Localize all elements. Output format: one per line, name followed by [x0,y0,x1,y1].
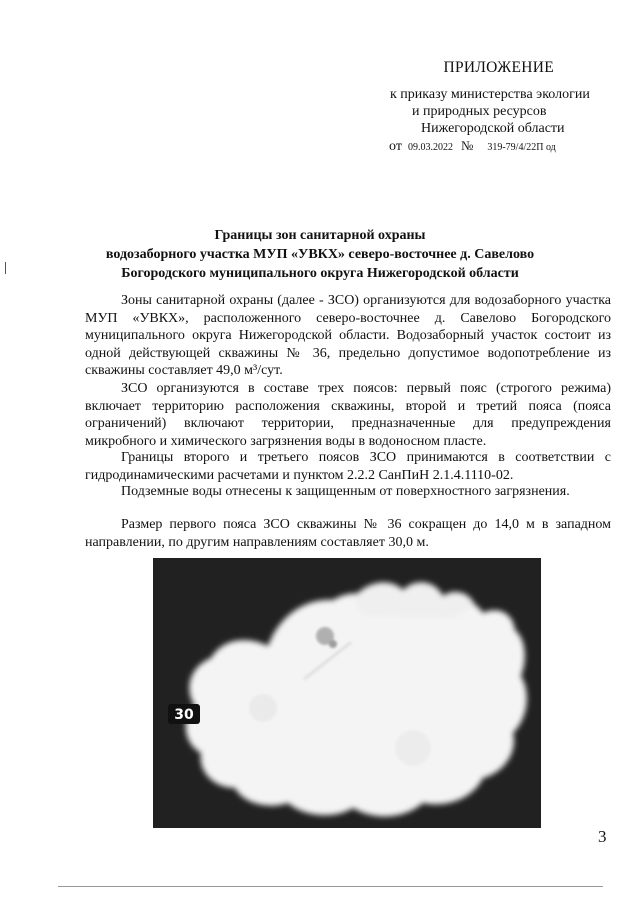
well-number-marker [168,704,200,724]
title-line-2: водозаборного участка МУП «УВКХ» северо-восточнее д. Савелово [105,247,535,262]
satellite-photo-graphic [153,558,541,828]
ministry-name-line: и природных ресурсов [412,104,547,119]
title-line-3: Богородского муниципального округа Нижегородской области [121,266,519,281]
title-line-1: Границы зон санитарной охраны [214,228,426,243]
satellite-photo [153,558,541,828]
paragraph-zso-boundaries: Границы второго и третьего поясов ЗСО принимаются в соответствии с гидродинамическими расчетами и пунктом 2.2.2 СанПиН 2.1.4.1110-02. [85,450,611,483]
order-date-row [389,139,556,154]
appendix-title: ПРИЛОЖЕНИЕ [443,59,554,76]
order-number: 319-79/4/22П од [487,142,556,153]
page-number: 3 [598,827,607,846]
number-sign: № [460,138,474,153]
order-reference-line: к приказу министерства экологии [390,87,590,102]
bottom-rule [58,886,603,887]
margin-mark [5,262,6,274]
region-name-line: Нижегородской области [421,121,565,136]
paragraph-first-belt-size: Размер первого пояса ЗСО скважины № 36 сокращен до 14,0 м в западном направлении, по другим направлениям составляет 30,0 м. [85,517,611,550]
paragraph-zso-purpose: Зоны санитарной охраны (далее - ЗСО) организуются для водозаборного участка МУП «УВКХ», расположенного северо-восточнее д. Савелово Богородского муниципального округа Нижегородской области. Водозаборный участок состоит из одной действующей скважины № 36, предельно допустимое водопотребление из скважины составляет 49,0 м³/сут. [85,293,611,378]
paragraph-groundwater: Подземные воды отнесены к защищенным от поверхностного загрязнения. [121,484,570,499]
document-title [100,226,540,283]
order-date: 09.03.2022 [407,142,453,153]
well-number-label: 30 [174,707,194,723]
date-prefix: от [389,139,402,154]
paragraph-zso-belts: ЗСО организуются в составе трех поясов: первый пояс (строгого режима) включает территорию расположения скважины, второй и третий пояса (пояса ограничений) включают территории, предназначенные для предупреждения микробного и химического загрязнения воды в водоносном пласте. [85,381,611,449]
